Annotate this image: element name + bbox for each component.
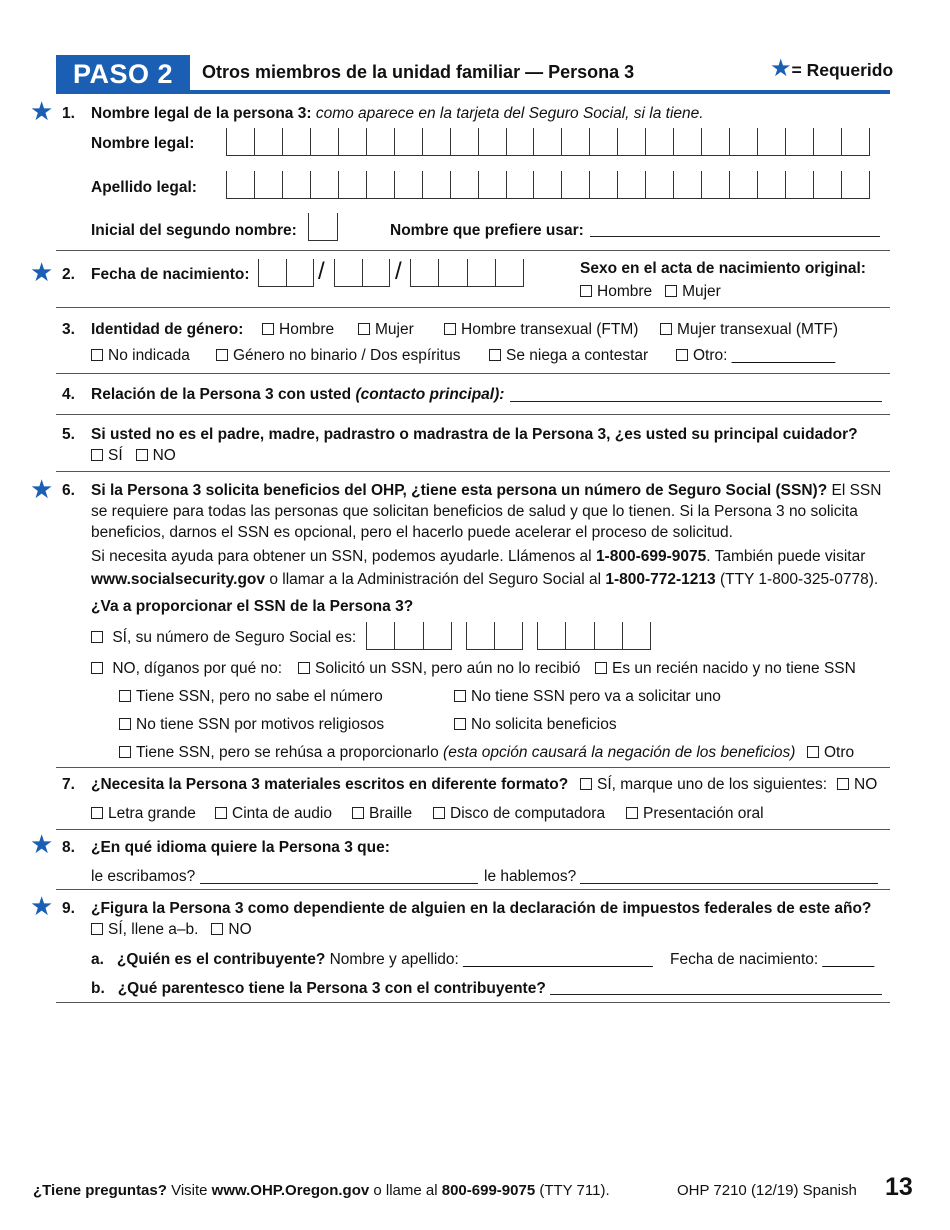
tax-dependent-question: ¿Figura la Persona 3 como dependiente de alguien en la declaración de impuestos federales de este año?	[91, 900, 872, 917]
q1-question: Nombre legal de la persona 3: como aparece en la tarjeta del Seguro Social, si la tiene.	[91, 105, 704, 122]
taxpayer-name-field[interactable]: Nombre y apellido: ______________________	[329, 951, 653, 968]
ssn-question-line1: Si la Persona 3 solicita beneficios del OHP, ¿tiene esta persona un número de Seguro Social (SSN)? El SSN	[91, 482, 882, 499]
divider	[56, 829, 890, 830]
ssn-yes-option[interactable]: SÍ, su número de Seguro Social es:	[91, 627, 356, 649]
dob-month-input[interactable]	[258, 259, 314, 287]
page-number: 13	[885, 1173, 913, 1201]
dob-slash: /	[395, 258, 402, 285]
tax-dependent-options	[91, 919, 252, 941]
checkbox[interactable]	[358, 323, 370, 335]
divider	[56, 767, 890, 768]
gender-option[interactable]: Género no binario / Dos espíritus	[216, 345, 460, 367]
reason-other-option[interactable]: Otro	[807, 742, 854, 764]
checkbox[interactable]	[215, 807, 227, 819]
header-rule	[56, 90, 890, 94]
checkbox[interactable]	[837, 778, 849, 790]
checkbox[interactable]	[665, 285, 677, 297]
format-option[interactable]: Presentación oral	[626, 803, 764, 825]
checkbox[interactable]	[91, 923, 103, 935]
spoken-language-label: le hablemos?	[484, 868, 577, 885]
q5-number: 5.	[62, 426, 75, 443]
format-yes-option[interactable]: SÍ, marque uno de los siguientes:	[580, 774, 827, 796]
birth-sex-male-option[interactable]: Hombre	[580, 283, 652, 300]
checkbox[interactable]	[352, 807, 364, 819]
written-language-label: le escribamos?	[91, 868, 196, 885]
divider	[56, 1002, 890, 1003]
divider	[56, 414, 890, 415]
gender-identity-label: Identidad de género:	[91, 321, 244, 338]
taxpayer-relationship-row: b. ¿Qué parentesco tiene la Persona 3 con el contribuyente?	[91, 980, 546, 997]
checkbox[interactable]	[580, 285, 592, 297]
taxpayer-row: a. ¿Quién es el contribuyente? Nombre y apellido: ______________________	[91, 951, 653, 968]
footer-phone: 800-699-9075	[441, 1182, 536, 1199]
provide-ssn-question: ¿Va a proporcionar el SSN de la Persona 3?	[91, 598, 414, 615]
format-option[interactable]: Braille	[352, 803, 412, 825]
required-star-icon: ★	[30, 474, 54, 504]
checkbox[interactable]	[262, 323, 274, 335]
checkbox[interactable]	[660, 323, 672, 335]
ssn-phone: 1-800-699-9075	[595, 548, 707, 565]
checkbox[interactable]	[454, 690, 466, 702]
gender-option[interactable]: Hombre transexual (FTM)	[444, 319, 638, 341]
required-star-icon: ★	[30, 96, 54, 126]
checkbox[interactable]	[807, 746, 819, 758]
ssn-help-line4: Si necesita ayuda para obtener un SSN, podemos ayudarle. Llámenos al 1-800-699-9075. También puede visitar	[91, 548, 866, 565]
taxpayer-relationship-input[interactable]	[550, 994, 882, 995]
checkbox[interactable]	[91, 449, 103, 461]
divider	[56, 307, 890, 308]
format-option[interactable]: Letra grande	[91, 803, 196, 825]
gender-other-option[interactable]: Otro: ____________	[676, 345, 835, 367]
ssn-no-option[interactable]: NO, díganos por qué no:	[91, 658, 282, 680]
format-no-option[interactable]: NO	[837, 774, 877, 796]
dob-year-input[interactable]	[410, 259, 524, 287]
ssn-part1-input[interactable]	[366, 622, 452, 650]
reason-religious-option[interactable]: No tiene SSN por motivos religiosos	[119, 714, 384, 736]
ssn-info-line3: beneficios, darnos el SSN es opcional, pero el hacerlo puede acelerar el proceso de solicitud.	[91, 524, 733, 541]
last-name-input[interactable]	[226, 171, 870, 199]
ssn-part2-input[interactable]	[466, 622, 523, 650]
ssa-website: www.socialsecurity.gov	[91, 571, 266, 588]
page-title: Otros miembros de la unidad familiar — Persona 3	[202, 62, 635, 82]
format-question: ¿Necesita la Persona 3 materiales escritos en diferente formato?	[91, 776, 569, 793]
q8-number: 8.	[62, 839, 75, 856]
relationship-input[interactable]	[510, 401, 882, 402]
spoken-language-input[interactable]	[580, 883, 878, 884]
last-name-label: Apellido legal:	[91, 179, 197, 196]
middle-initial-input[interactable]	[308, 213, 338, 241]
written-language-input[interactable]	[200, 883, 478, 884]
checkbox[interactable]	[626, 807, 638, 819]
gender-option[interactable]: Se niega a contestar	[489, 345, 648, 367]
q2-number: 2.	[62, 266, 75, 283]
footer-help: ¿Tiene preguntas? Visite www.OHP.Oregon.gov o llame al 800-699-9075 (TTY 711).	[33, 1182, 610, 1199]
ssa-phone: 1-800-772-1213	[605, 571, 716, 588]
checkbox[interactable]	[136, 449, 148, 461]
taxpayer-dob-field[interactable]: Fecha de nacimiento: ______	[670, 951, 875, 968]
checkbox[interactable]	[298, 662, 310, 674]
checkbox[interactable]	[91, 662, 103, 674]
reason-will-apply-option[interactable]: No tiene SSN pero va a solicitar uno	[454, 686, 721, 708]
divider	[56, 471, 890, 472]
reason-not-applying-option[interactable]: No solicita beneficios	[454, 714, 617, 736]
checkbox[interactable]	[444, 323, 456, 335]
q7-number: 7.	[62, 776, 75, 793]
step-badge: PASO 2	[56, 55, 190, 93]
caregiver-no-option[interactable]: NO	[136, 447, 176, 464]
checkbox[interactable]	[489, 349, 501, 361]
required-legend: ★= Requerido	[770, 55, 894, 82]
divider	[56, 889, 890, 890]
caregiver-question: Si usted no es el padre, madre, padrastro o madrastra de la Persona 3, ¿es usted su principal cuidador?	[91, 426, 858, 443]
gender-option[interactable]: Hombre	[262, 319, 334, 341]
q6-number: 6.	[62, 482, 75, 499]
reason-unknown-option[interactable]: Tiene SSN, pero no sabe el número	[119, 686, 383, 708]
divider	[56, 373, 890, 374]
birth-sex-label: Sexo en el acta de nacimiento original:	[580, 260, 866, 277]
q3-number: 3.	[62, 321, 75, 338]
form-id: OHP 7210 (12/19) Spanish	[677, 1182, 857, 1199]
footer-website-link[interactable]: www.OHP.Oregon.gov	[211, 1182, 370, 1199]
gender-option[interactable]: No indicada	[91, 345, 190, 367]
birth-sex-female-option[interactable]: Mujer	[665, 283, 721, 300]
birth-sex-options	[580, 281, 721, 303]
gender-option[interactable]: Mujer	[358, 319, 414, 341]
checkbox[interactable]	[119, 718, 131, 730]
dob-label: Fecha de nacimiento:	[91, 266, 250, 283]
dob-day-input[interactable]	[334, 259, 390, 287]
divider	[56, 250, 890, 251]
checkbox[interactable]	[595, 662, 607, 674]
tax-dependent-no-option[interactable]: NO	[211, 921, 251, 938]
reason-applied-option[interactable]: Solicitó un SSN, pero aún no lo recibió	[298, 658, 580, 680]
checkbox[interactable]	[211, 923, 223, 935]
checkbox[interactable]	[119, 746, 131, 758]
checkbox[interactable]	[119, 690, 131, 702]
ssn-info-line2: se requiere para todas las personas que solicitan beneficios de salud y que lo tienen. Si la Persona 3 no solicita	[91, 503, 858, 520]
first-name-label: Nombre legal:	[91, 135, 195, 152]
ssn-help-line5: www.socialsecurity.gov o llamar a la Administración del Seguro Social al 1-800-772-1213 (TTY 1-800-325-0778).	[91, 571, 879, 588]
checkbox[interactable]	[580, 778, 592, 790]
reason-refuses-option[interactable]: Tiene SSN, pero se rehúsa a proporcionarlo (esta opción causará la negación de los beneficios)	[119, 742, 795, 764]
format-option[interactable]: Cinta de audio	[215, 803, 332, 825]
dob-slash: /	[318, 258, 325, 285]
star-icon: ★	[770, 55, 792, 82]
reason-newborn-option[interactable]: Es un recién nacido y no tiene SSN	[595, 658, 856, 680]
caregiver-options	[91, 445, 176, 467]
q4-number: 4.	[62, 386, 75, 403]
tax-dependent-yes-option[interactable]: SÍ, llene a–b.	[91, 921, 198, 938]
preferred-name-label: Nombre que prefiere usar:	[390, 222, 584, 239]
required-star-icon: ★	[30, 829, 54, 859]
format-option[interactable]: Disco de computadora	[433, 803, 605, 825]
relationship-label: Relación de la Persona 3 con usted (contacto principal):	[91, 386, 505, 403]
gender-option[interactable]: Mujer transexual (MTF)	[660, 319, 838, 341]
q1-number: 1.	[62, 105, 75, 122]
checkbox[interactable]	[91, 631, 103, 643]
checkbox[interactable]	[91, 807, 103, 819]
required-star-icon: ★	[30, 257, 54, 287]
preferred-name-input[interactable]	[590, 236, 880, 237]
middle-initial-label: Inicial del segundo nombre:	[91, 222, 297, 239]
language-question: ¿En qué idioma quiere la Persona 3 que:	[91, 839, 390, 856]
required-star-icon: ★	[30, 891, 54, 921]
checkbox[interactable]	[216, 349, 228, 361]
ssn-part3-input[interactable]	[537, 622, 651, 650]
checkbox[interactable]	[676, 349, 688, 361]
caregiver-yes-option[interactable]: SÍ	[91, 447, 123, 464]
checkbox[interactable]	[91, 349, 103, 361]
first-name-input[interactable]	[226, 128, 870, 156]
checkbox[interactable]	[433, 807, 445, 819]
checkbox[interactable]	[454, 718, 466, 730]
q9-number: 9.	[62, 900, 75, 917]
